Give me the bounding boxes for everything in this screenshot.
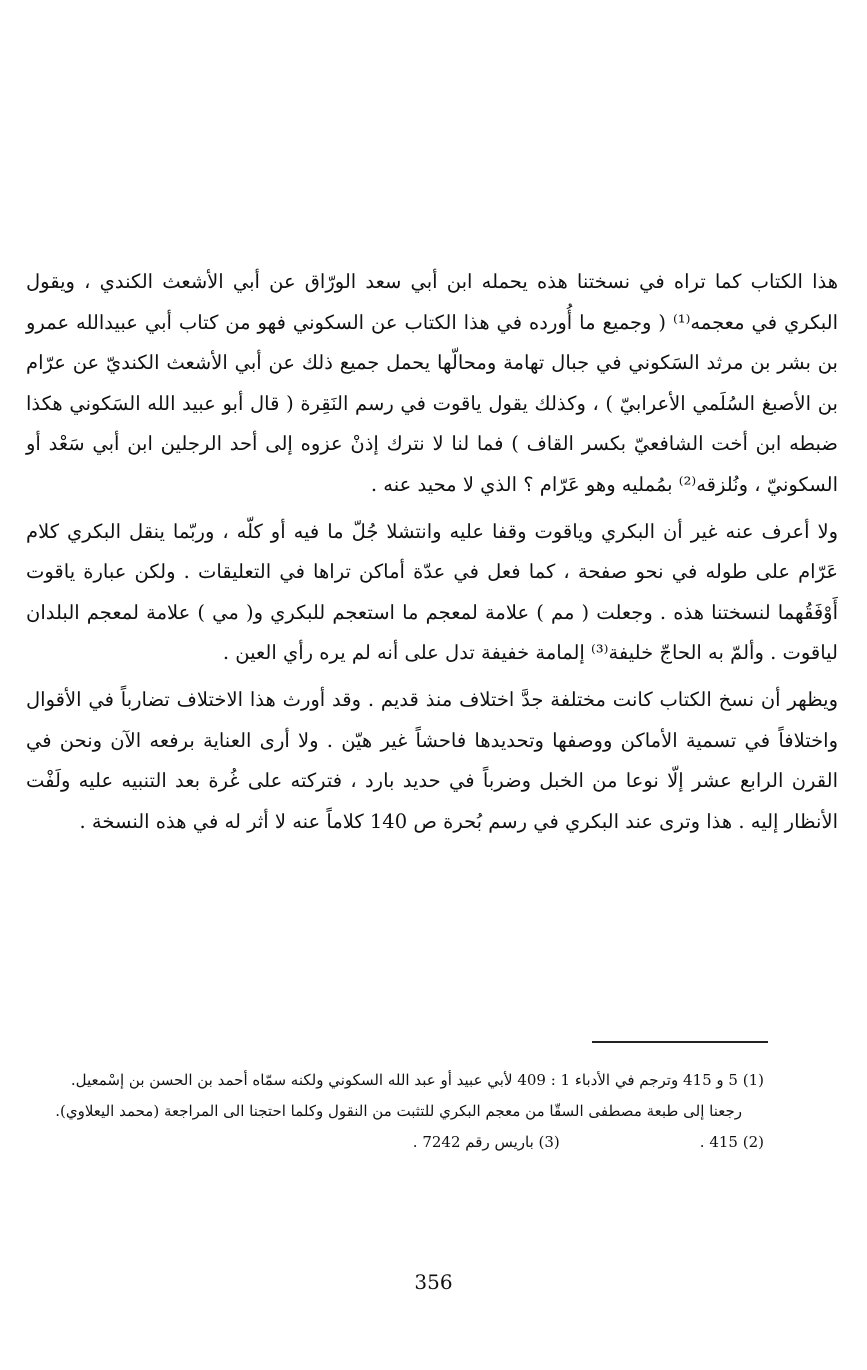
footnote-separator <box>592 1041 768 1043</box>
paragraph-3: ويظهر أن نسخ الكتاب كانت مختلفة جدَّ اختلاف منذ قديم . وقد أورث هذا الاختلاف تضارباً في الأقوال واختلافاً في تسمية الأماكن ووصفها وتحديدها فاحشاً غير هيّن . ولا أرى العناية برفعه الآن ونحن في القرن الرابع عشر إلّا نوعا من الخبل وضرباً في حديد بارد ، فتركته على غُرة بعد التنبيه عليه ولَفْت الأنظار إليه . هذا وترى عند البكري في رسم بُحرة ص 140 كلاماً عنه لا أثر له في هذه النسخة . <box>26 687 838 833</box>
main-text <box>26 262 838 848</box>
footnote-1: (1) 5 و 415 وترجم في الأدباء 1 : 409 لأبي عبيد أو عبد الله السكوني ولكنه سمّاه أحمد بن الحسن بن إسْمعيل. <box>70 1071 764 1089</box>
editor-note: رجعنا إلى طبعة مصطفى السقّا من معجم البكري للتثبت من النقول وكلما احتجنا الى المراجعة (محمد اليعلاوي). <box>55 1102 742 1120</box>
page-number: 356 <box>414 1270 453 1294</box>
paragraph-1: هذا الكتاب كما تراه في نسختنا هذه يحمله ابن أبي سعد الورّاق عن أبي الأشعث الكندي ، ويقول البكري في معجمه⁽¹⁾ ( وجميع ما أُورده في هذا الكتاب عن السكوني فهو من كتاب أبي عبيدالله عمرو بن بشر بن مرثد السَكوني في جبال تهامة ومحالّها يحمل جميع ذلك عن أبي الأشعث الكنديّ عن عرّام بن الأصبغ السُلَمي الأعرابيّ ) ، وكذلك يقول ياقوت في رسم النَقِرة ( قال أبو عبيد الله السَكوني هكذا ضبطه ابن أخت الشافعيّ بكسر القاف ) فما لنا لا نترك إذنْ عزوه إلى أحد الرجلين ابن أبي سَعْد أو السكونيّ ، ونُلزقه⁽²⁾ بمُمليه وهو عَرّام ؟ الذي لا محيد عنه . <box>26 270 838 496</box>
paragraph-2: ولا أعرف عنه غير أن البكري وياقوت وقفا عليه وانتشلا جُلّ ما فيه أو كلّه ، وربّما ينقل البكري كلام عَرّام على طوله في نحو صفحة ، كما فعل في عدّة أماكن تراها في التعليقات . ولكن عبارة ياقوت أَوْفَقُهما لنسختنا هذه . وجعلت ( مم ) علامة لمعجم ما استعجم للبكري و( مي ) علامة لمعجم البلدان لياقوت . وألمّ به الحاجّ خليفة⁽³⁾ إلمامة خفيفة تدل على أنه لم يره رأي العين . <box>26 519 838 665</box>
footnotes <box>40 1066 764 1157</box>
footnote-2: (2) 415 . <box>699 1133 764 1151</box>
short-footnotes <box>40 1128 764 1157</box>
footnote-3: (3) باريس رقم 7242 . <box>412 1133 560 1151</box>
